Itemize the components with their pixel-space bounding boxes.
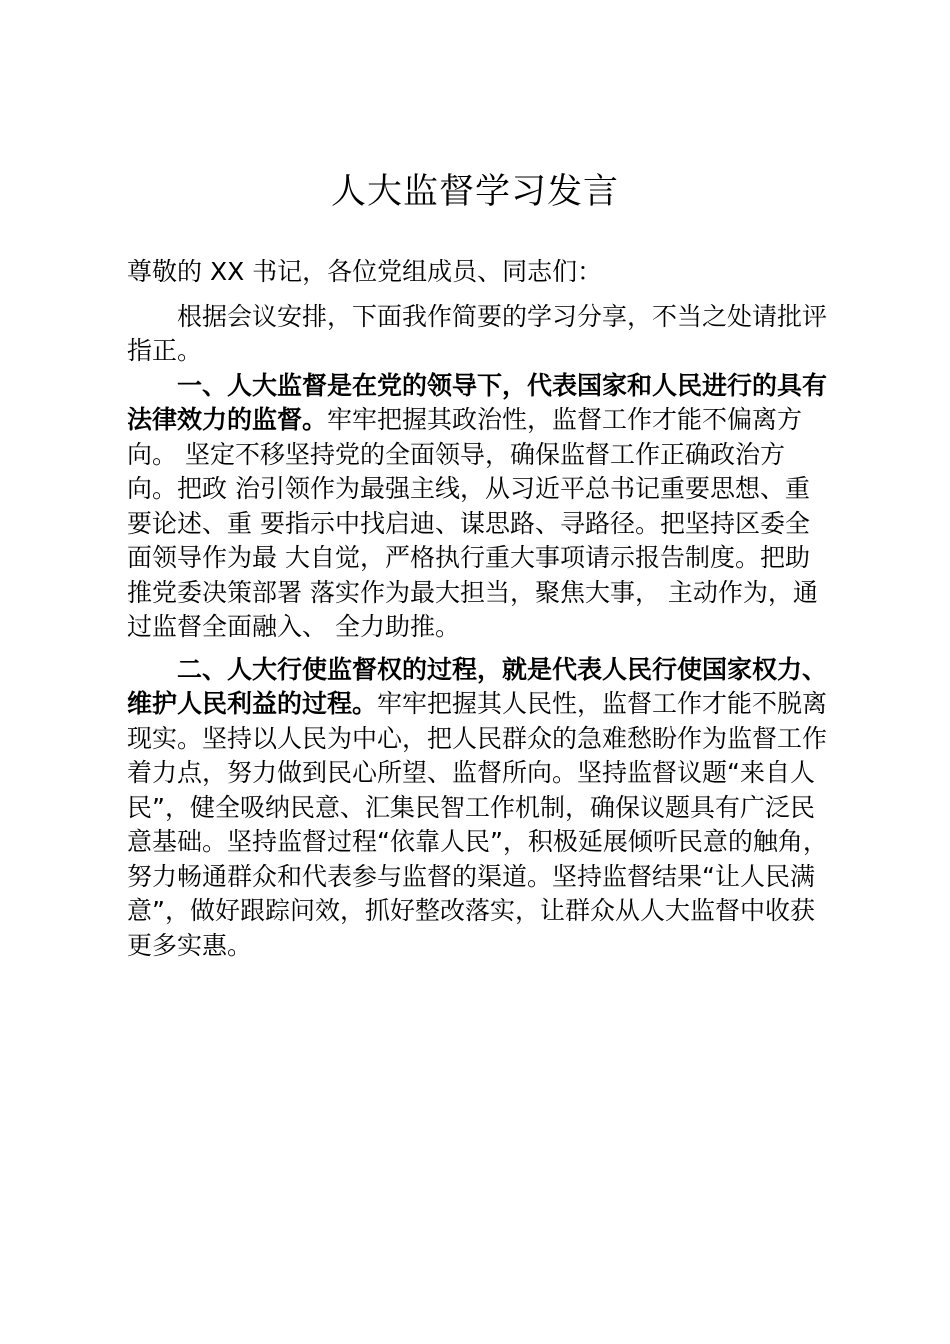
document-body (127, 255, 833, 963)
section-one-body: 牢牢把握其政治性，监督工作才能不偏离方向。 坚定不移坚持党的全面领导，确保监督工作正确政治方向。把政 治引领作为最强主线，从习近平总书记重要思想、重要论述、重 要指示中找启迪、谋思路、寻路径。把坚持区委全面领导作为最 大自觉，严格执行重大事项请示报告制度。把助推党委决策部署 落实作为最大担当，聚焦大事， 主动作为，通过监督全面融入、 全力助推。 (127, 405, 818, 641)
section-one-paragraph (127, 369, 833, 645)
document-title: 人大监督学习发言 (330, 172, 619, 212)
salutation: 尊敬的 XX 书记，各位党组成员、同志们： (127, 257, 603, 286)
intro-paragraph: 根据会议安排，下面我作简要的学习分享，不当之处请批评指正。 (127, 301, 828, 365)
section-one-heading: 一、人大监督是在党的领导下，代表国家和人民进行的具有法律效力的监督。 (127, 370, 828, 434)
section-two-paragraph (127, 653, 833, 964)
section-two-heading: 二、人大行使监督权的过程，就是代表人民行使国家权力、维护人民利益的过程。 (127, 654, 828, 718)
section-two-body: 牢牢把握其人民性，监督工作才能不脱离现实。坚持以人民为中心，把人民群众的急难愁盼作为监督工作着力点，努力做到民心所望、监督所向。坚持监督议题“来自人民”，健全吸纳民意、汇集民智工作机制，确保议题具有广泛民意基础。坚持监督过程“依靠人民”，积极延展倾听民意的触角，努力畅通群众和代表参与监督的渠道。坚持监督结果“让人民满意”，做好跟踪问效，抓好整改落实，让群众从人大监督中收获更多实惠。 (127, 689, 828, 960)
